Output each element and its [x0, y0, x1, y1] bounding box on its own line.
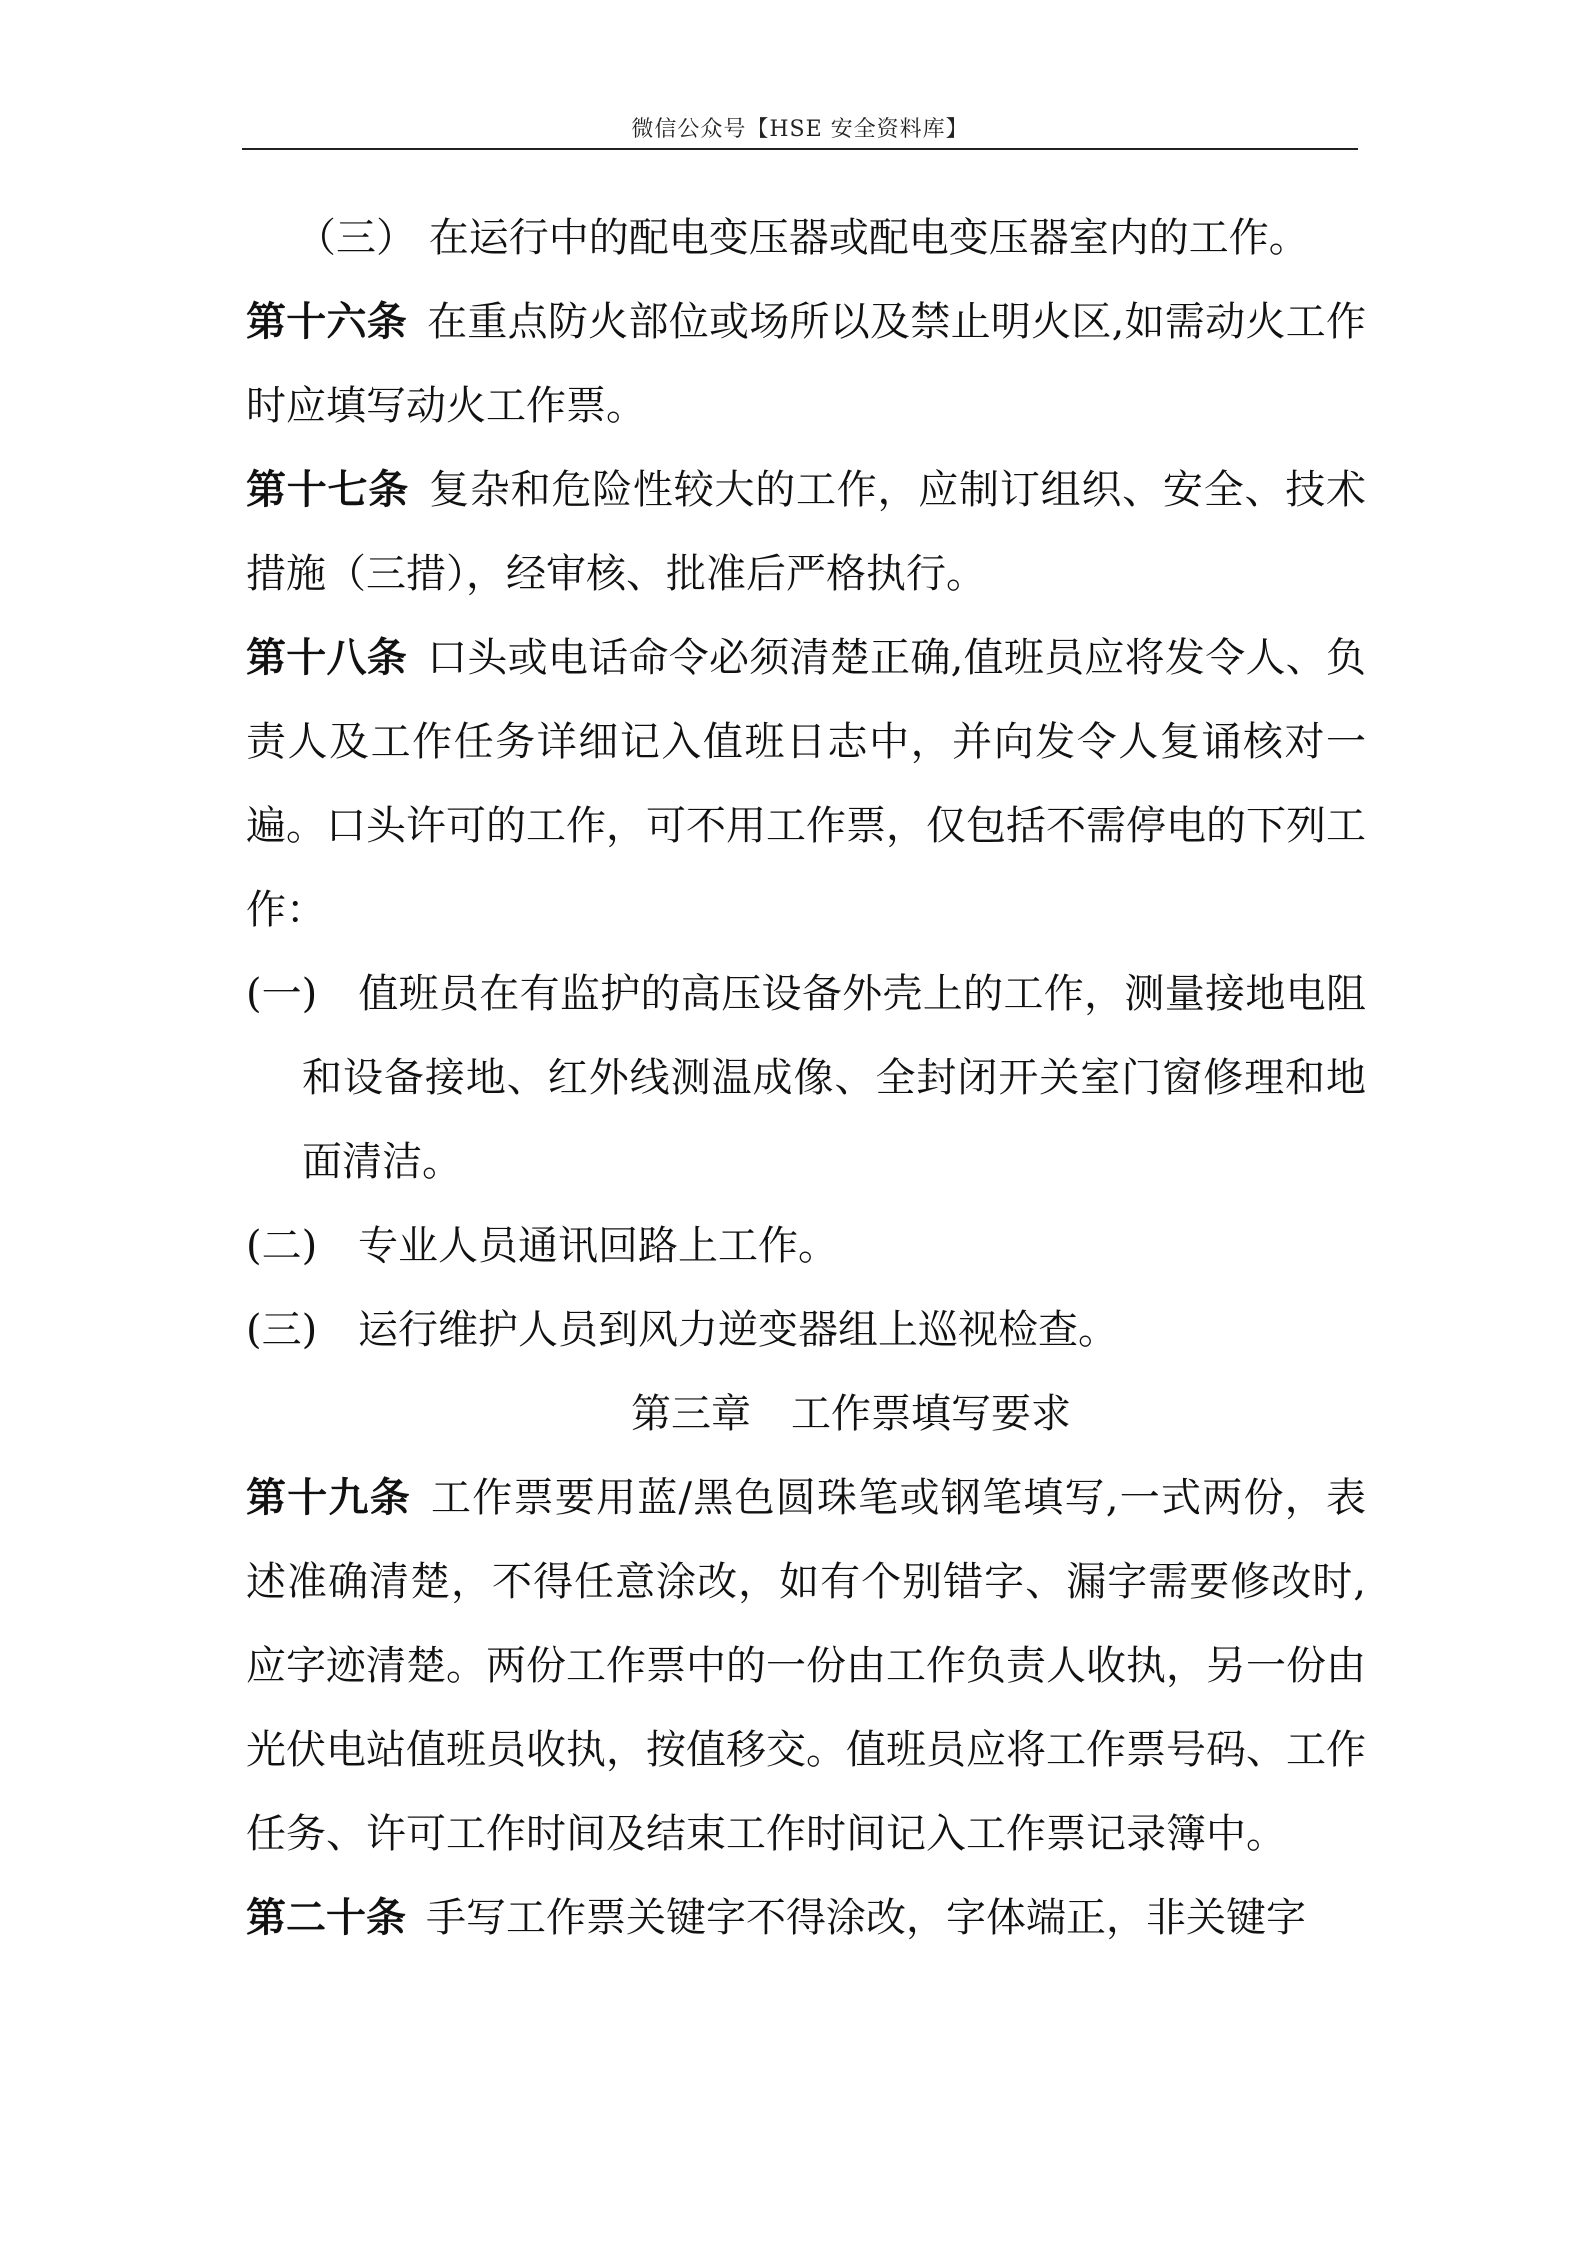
list-item	[246, 1204, 1366, 1288]
article-text: 复杂和危险性较大的工作，应制订组织、安全、技术措施（三措），经审核、批准后严格执行。	[246, 467, 1367, 597]
chapter-number: 第三章	[631, 1391, 751, 1437]
item-number: （三）	[296, 215, 416, 261]
article-label: 第十七条	[246, 466, 410, 513]
article-label: 第十六条	[246, 298, 408, 345]
page-header: 微信公众号【HSE 安全资料库】	[631, 117, 969, 142]
article-18	[246, 616, 1366, 952]
article-text: 手写工作票关键字不得涂改，字体端正，非关键字	[426, 1895, 1306, 1941]
item-text: 在运行中的配电变压器或配电变压器室内的工作。	[428, 215, 1309, 261]
article-16	[246, 280, 1366, 448]
item-number: (一)	[246, 971, 318, 1017]
item-number: (二)	[246, 1223, 318, 1269]
item-text: 运行维护人员到风力逆变器组上巡视检查。	[358, 1307, 1118, 1353]
article-label: 第十八条	[246, 634, 408, 681]
article-20	[246, 1876, 1366, 1960]
item-continuation	[246, 196, 1366, 280]
article-17	[246, 448, 1366, 616]
item-text: 专业人员通讯回路上工作。	[358, 1223, 838, 1269]
header-rule	[242, 148, 1358, 150]
article-label: 第二十条	[246, 1894, 406, 1941]
document-body	[246, 196, 1366, 1960]
chapter-heading	[246, 1372, 1366, 1456]
item-text: 值班员在有监护的高压设备外壳上的工作，测量接地电阻和设备接地、红外线测温成像、全封闭开关室门窗修理和地面清洁。	[302, 971, 1366, 1185]
article-label: 第十九条	[246, 1474, 412, 1521]
article-text: 口头或电话命令必须清楚正确,值班员应将发令人、负责人及工作任务详细记入值班日志中，并向发令人复诵核对一遍。口头许可的工作，可不用工作票，仅包括不需停电的下列工作：	[246, 635, 1367, 933]
list-item	[246, 952, 1366, 1204]
chapter-title: 工作票填写要求	[791, 1391, 1071, 1437]
article-text: 在重点防火部位或场所以及禁止明火区,如需动火工作时应填写动火工作票。	[246, 299, 1367, 429]
article-19	[246, 1456, 1366, 1876]
list-item	[246, 1288, 1366, 1372]
article-text: 工作票要用蓝/黑色圆珠笔或钢笔填写,一式两份，表述准确清楚，不得任意涂改，如有个别错字、漏字需要修改时,应字迹清楚。两份工作票中的一份由工作负责人收执，另一份由光伏电站值班员收执，按值移交。值班员应将工作票号码、工作任务、许可工作时间及结束工作时间记入工作票记录簿中。	[246, 1475, 1366, 1857]
item-number: (三)	[246, 1307, 318, 1353]
